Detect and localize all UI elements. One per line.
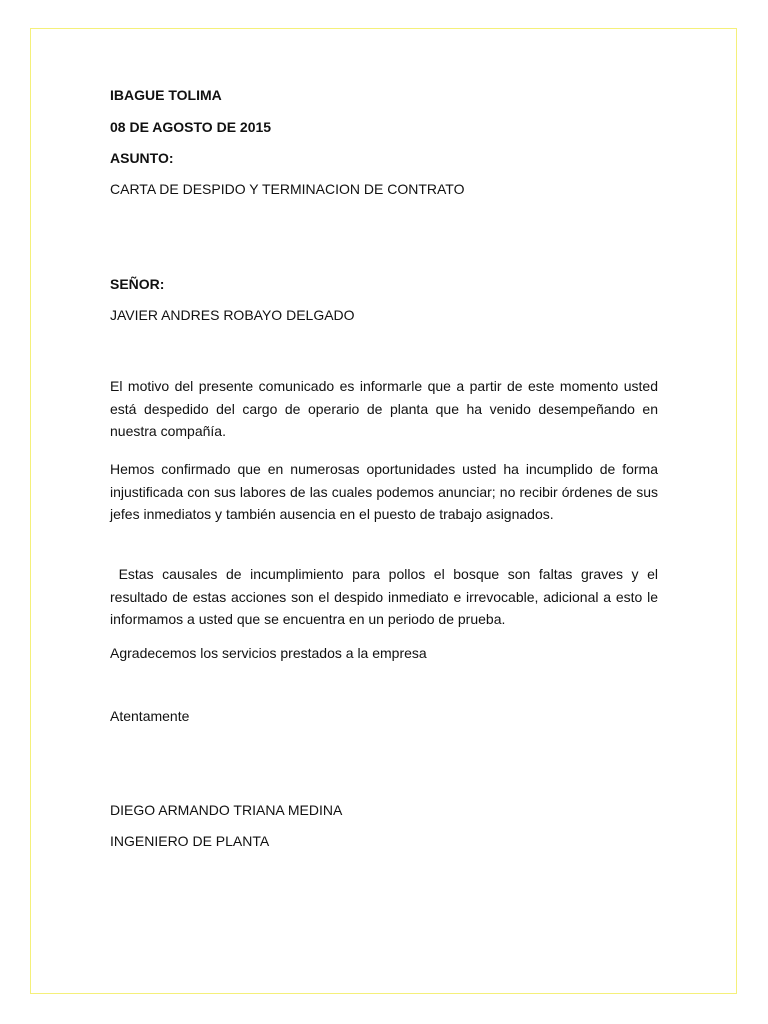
subject-text: CARTA DE DESPIDO Y TERMINACION DE CONTRATO	[110, 181, 465, 197]
body-paragraph-4: Agradecemos los servicios prestados a la empresa	[110, 645, 427, 661]
salutation-label: SEÑOR:	[110, 276, 165, 292]
closing-text: Atentamente	[110, 708, 190, 724]
body-paragraph-3: Estas causales de incumplimiento para pollos el bosque son faltas graves y el resultado de estas acciones son el despido inmediato e irrevocable, adicional a esto le informamos a usted que se encuentra en un periodo de prueba.	[110, 566, 662, 627]
signer-name: DIEGO ARMANDO TRIANA MEDINA	[110, 802, 343, 818]
recipient-name: JAVIER ANDRES ROBAYO DELGADO	[110, 307, 355, 323]
subject-label: ASUNTO:	[110, 150, 174, 166]
letter-date: 08 DE AGOSTO DE 2015	[110, 119, 272, 135]
body-paragraph-1: El motivo del presente comunicado es informarle que a partir de este momento usted está despedido del cargo de operario de planta que ha venido desempeñando en nuestra compañía.	[110, 378, 658, 439]
body-paragraph-2: Hemos confirmado que en numerosas oportunidades usted ha incumplido de forma injustificada con sus labores de las cuales podemos anunciar; no recibir órdenes de sus jefes inmediatos y también ausencia en el puesto de trabajo asignados.	[110, 461, 658, 522]
signer-title: INGENIERO DE PLANTA	[110, 833, 270, 849]
letter-city: IBAGUE TOLIMA	[110, 87, 222, 103]
